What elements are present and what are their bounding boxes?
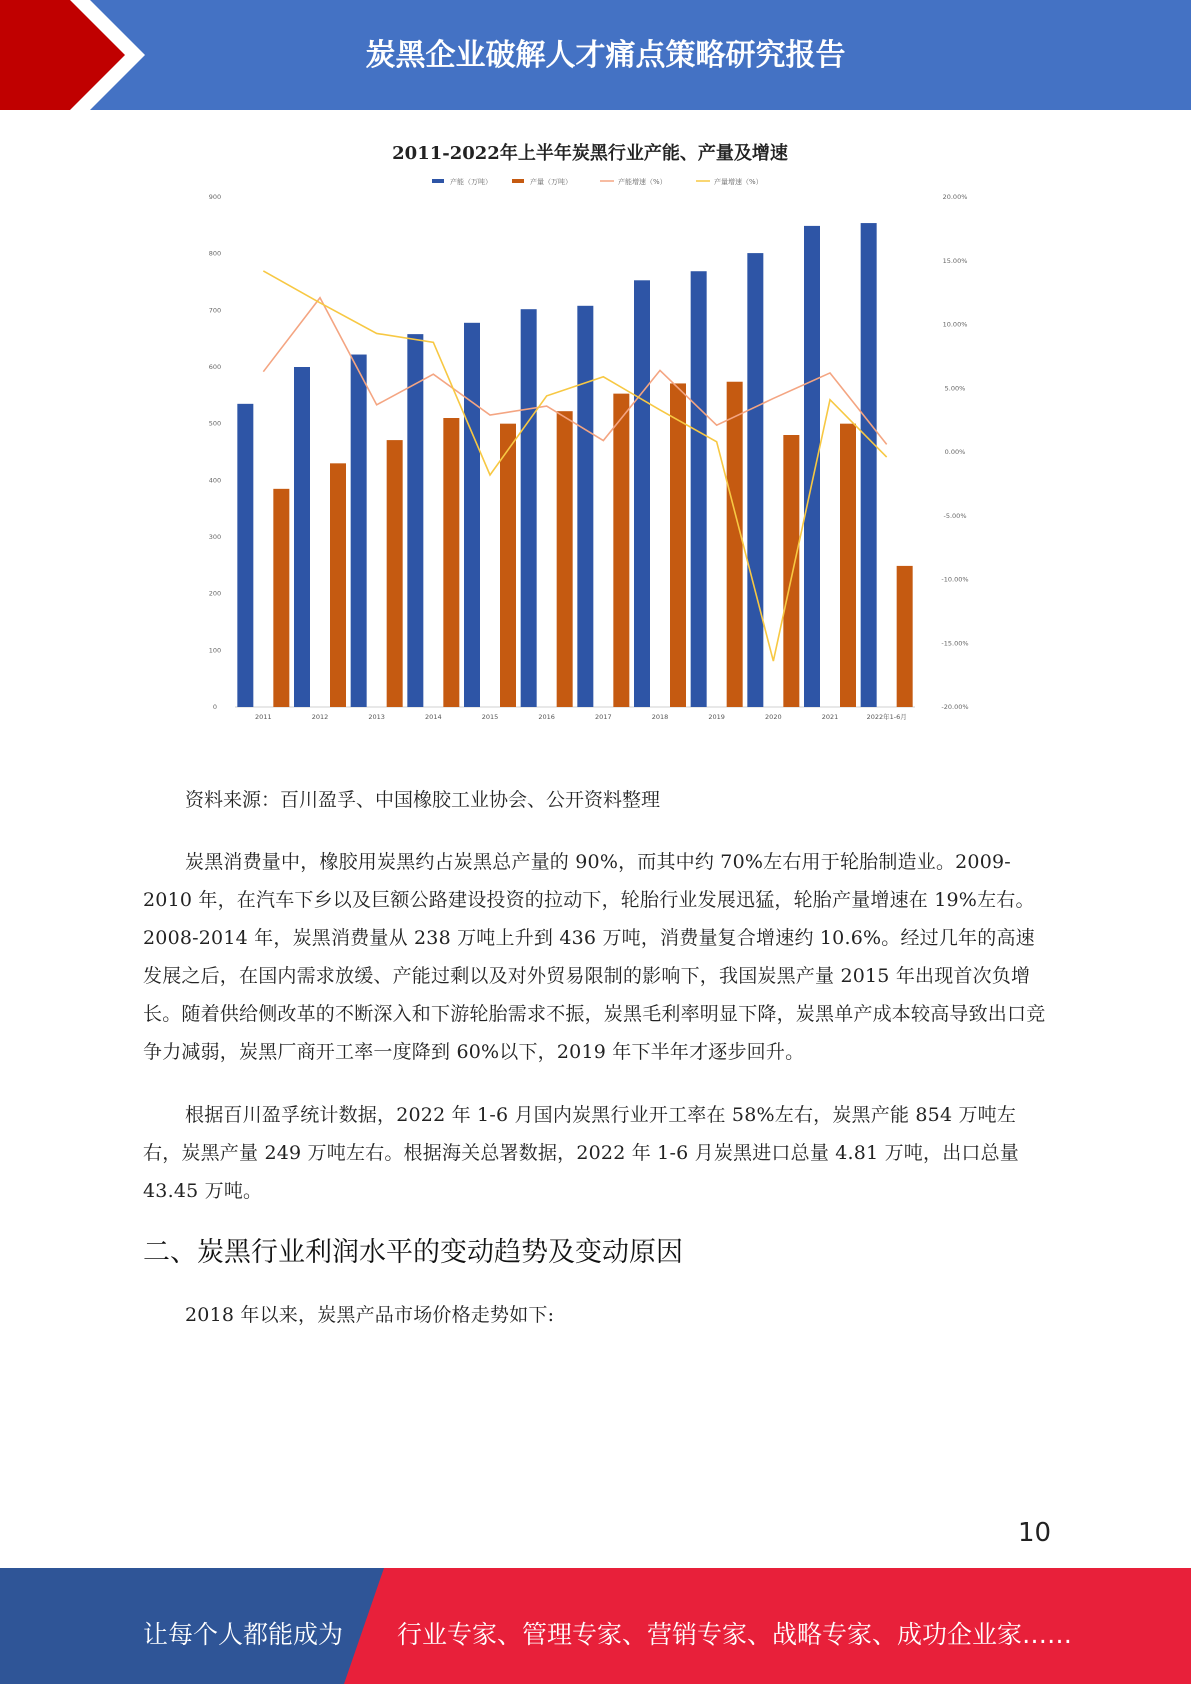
- bar-output: [387, 440, 403, 707]
- bar-output: [670, 383, 686, 707]
- legend-swatch: [512, 179, 524, 183]
- bar-output: [840, 424, 856, 707]
- x-tick-label: 2012: [311, 713, 329, 721]
- bar-capacity: [237, 404, 253, 707]
- bar-capacity: [861, 223, 877, 707]
- left-tick-label: 400: [208, 476, 222, 485]
- x-tick-label: 2018: [651, 713, 669, 721]
- chart-source-note: 资料来源：百川盈孚、中国橡胶工业协会、公开资料整理: [185, 789, 661, 811]
- right-tick-label: 20.00%: [942, 193, 968, 201]
- chart-title: 2011-2022年上半年炭黑行业产能、产量及增速: [392, 143, 788, 164]
- page-header: [0, 0, 1191, 110]
- x-tick-label: 2019: [708, 713, 725, 721]
- capacity-output-chart: [200, 132, 1000, 732]
- bar-output: [783, 435, 799, 707]
- x-tick-label: 2021: [821, 713, 839, 721]
- bar-capacity: [691, 271, 707, 707]
- legend-label: 产能（万吨）: [450, 178, 492, 186]
- bar-capacity: [634, 280, 650, 707]
- right-tick-label: -5.00%: [943, 511, 967, 520]
- left-tick-label: 300: [208, 533, 222, 541]
- left-tick-label: 200: [208, 589, 222, 598]
- body-paragraph-1: 炭黑消费量中，橡胶用炭黑约占炭黑总产量的 90%，而其中约 70%左右用于轮胎制造业。2009-2010 年，在汽车下乡以及巨额公路建设投资的拉动下，轮胎行业发展迅猛，轮胎产量增速在 19%左右。2008-2014 年，炭黑消费量从 238 万吨上升到 436 万吨，消费量复合增速约 10.6%。经过几年的高速发展之后，在国内需求放缓、产能过剩以及对外贸易限制的影响下，我国炭黑产量 2015 年出现首次负增长。随着供给侧改革的不断深入和下游轮胎需求不振，炭黑毛利率明显下降，炭黑单产成本较高导致出口竞争力减弱，炭黑厂商开工率一度降到 60%以下，2019 年下半年才逐步回升。: [143, 851, 1046, 1063]
- left-tick-label: 700: [208, 306, 222, 315]
- legend-swatch: [432, 179, 444, 183]
- bar-capacity: [804, 226, 820, 707]
- bar-series: [237, 223, 912, 707]
- x-tick-label: 2014: [425, 713, 442, 721]
- bar-capacity: [521, 309, 537, 707]
- right-tick-label: 0.00%: [944, 448, 966, 456]
- bar-capacity: [464, 323, 480, 707]
- bar-output: [500, 424, 516, 707]
- legend-label: 产量增速（%）: [714, 178, 763, 186]
- section-heading: 二、炭黑行业利润水平的变动趋势及变动原因: [143, 1237, 683, 1268]
- bar-output: [273, 489, 289, 707]
- left-tick-label: 100: [208, 646, 222, 655]
- section-intro: 2018 年以来，炭黑产品市场价格走势如下:: [185, 1304, 555, 1326]
- right-tick-label: 5.00%: [944, 384, 966, 393]
- body-paragraph-2: 根据百川盈孚统计数据，2022 年 1-6 月国内炭黑行业开工率在 58%左右，炭黑产能 854 万吨左右，炭黑产量 249 万吨左右。根据海关总署数据，2022 年 1-6 月炭黑进口总量 4.81 万吨，出口总量 43.45 万吨。: [143, 1104, 1019, 1202]
- chart-svg: [200, 132, 1000, 732]
- x-tick-label: 2016: [538, 713, 555, 721]
- footer-slogan-right: 行业专家、管理专家、营销专家、战略专家、成功企业家……: [397, 1620, 1073, 1649]
- right-tick-label: -15.00%: [941, 639, 969, 648]
- page-footer: [0, 1568, 1191, 1684]
- bar-output: [443, 418, 459, 707]
- x-tick-label: 2017: [595, 713, 612, 721]
- left-tick-label: 500: [208, 419, 222, 428]
- x-tick-label: 2011: [255, 713, 272, 721]
- x-tick-label: 2013: [368, 713, 385, 721]
- x-tick-label: 2020: [765, 713, 782, 721]
- bar-capacity: [294, 367, 310, 707]
- left-tick-label: 0: [212, 703, 218, 711]
- right-tick-label: -20.00%: [941, 703, 969, 711]
- bar-output: [330, 463, 346, 707]
- bar-output: [613, 394, 629, 707]
- page-number: 10: [1018, 1518, 1052, 1548]
- left-tick-label: 800: [208, 249, 222, 258]
- x-tick-label: 2015: [481, 713, 499, 721]
- left-tick-label: 900: [208, 193, 222, 201]
- bar-output: [727, 382, 743, 707]
- left-axis: [209, 193, 221, 711]
- bar-capacity: [407, 334, 423, 707]
- bar-capacity: [747, 253, 763, 707]
- x-axis: [235, 707, 915, 721]
- x-tick-label: 2022年1-6月: [866, 713, 907, 721]
- legend-label: 产量（万吨）: [530, 178, 572, 186]
- header-title: 炭黑企业破解人才痛点策略研究报告: [365, 38, 846, 73]
- right-tick-label: 15.00%: [942, 256, 968, 265]
- footer-slogan-left: 让每个人都能成为: [143, 1620, 344, 1649]
- bar-capacity: [577, 306, 593, 707]
- bar-capacity: [351, 355, 367, 707]
- right-tick-label: 10.00%: [942, 320, 968, 329]
- right-tick-label: -10.00%: [941, 575, 969, 584]
- bar-output: [897, 566, 913, 707]
- legend-label: 产能增速（%）: [618, 178, 667, 186]
- right-axis: [941, 193, 968, 711]
- chart-legend: [432, 177, 763, 186]
- bar-output: [557, 411, 573, 707]
- left-tick-label: 600: [208, 363, 222, 371]
